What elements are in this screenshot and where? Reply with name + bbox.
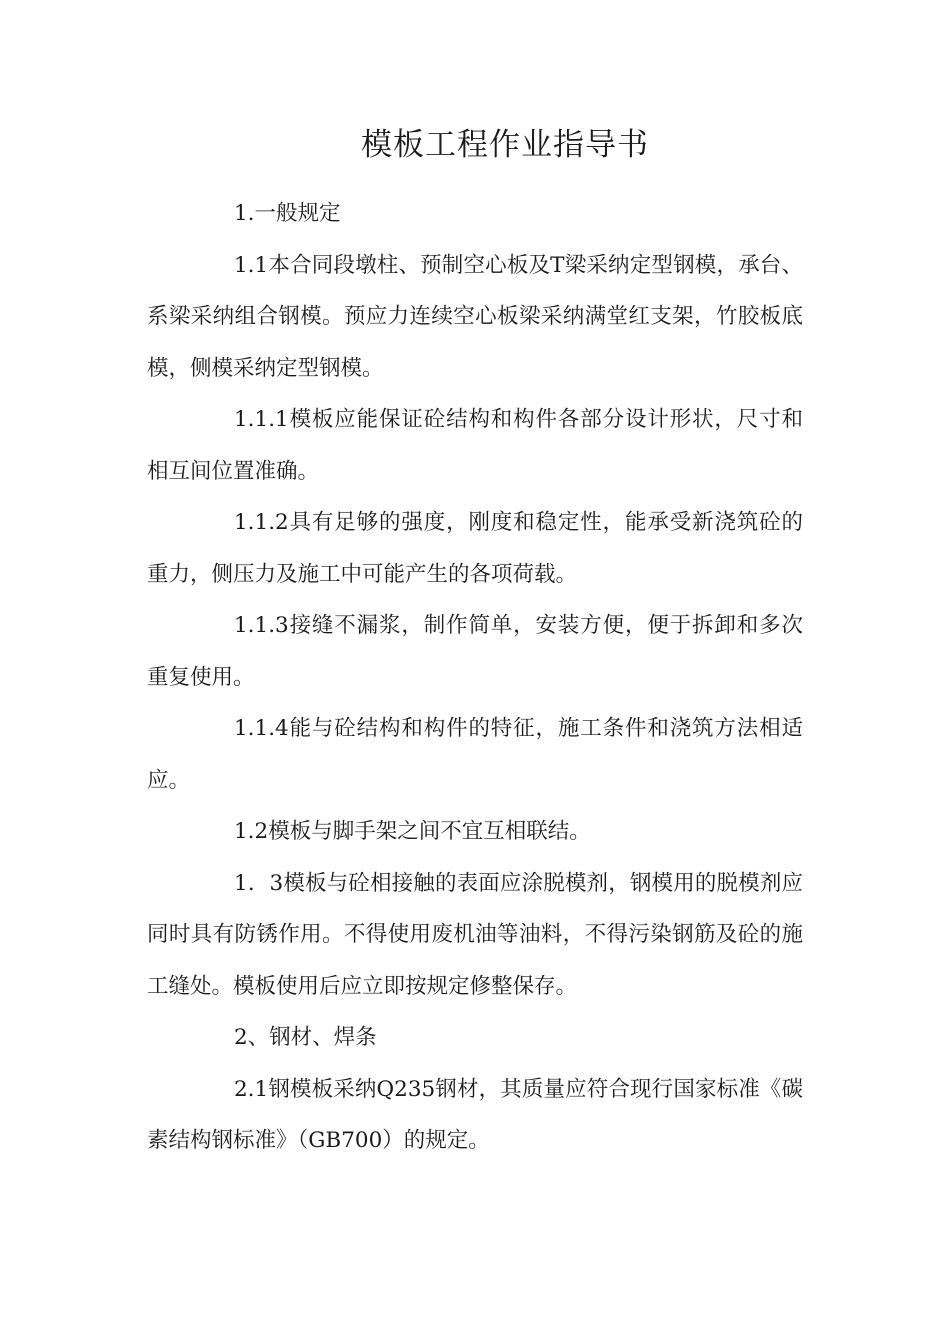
document-body	[147, 188, 803, 1167]
paragraph-1-1: 1.1本合同段墩柱、预制空心板及T梁采纳定型钢模，承台、系梁采纳组合钢模。预应力连续空心板梁采纳满堂红支架，竹胶板底模，侧模采纳定型钢模。	[147, 252, 803, 381]
paragraph-1-1-3: 1.1.3接缝不漏浆，制作简单，安装方便，便于拆卸和多次重复使用。	[147, 613, 803, 690]
document-title: 模板工程作业指导书	[361, 127, 649, 163]
paragraph-1-1-2: 1.1.2具有足够的强度，刚度和稳定性，能承受新浇筑砼的重力，侧压力及施工中可能产生的各项荷载。	[147, 510, 803, 587]
section-heading-1: 1.一般规定	[234, 201, 341, 226]
section-heading-2: 2、钢材、焊条	[234, 1025, 377, 1050]
paragraph-1-1-4: 1.1.4能与砼结构和构件的特征，施工条件和浇筑方法相适应。	[147, 716, 803, 793]
paragraph-1-2: 1.2模板与脚手架之间不宜互相联结。	[234, 819, 591, 844]
paragraph-1-1-1: 1.1.1模板应能保证砼结构和构件各部分设计形状，尺寸和相互间位置准确。	[147, 407, 803, 484]
paragraph-2-1: 2.1钢模板采纳Q235钢材，其质量应符合现行国家标准《碳素结构钢标准》（GB700）的规定。	[147, 1076, 803, 1153]
paragraph-1-3: 1．3模板与砼相接触的表面应涂脱模剂，钢模用的脱模剂应同时具有防锈作用。不得使用废机油等油料，不得污染钢筋及砼的施工缝处。模板使用后应立即按规定修整保存。	[147, 870, 803, 999]
